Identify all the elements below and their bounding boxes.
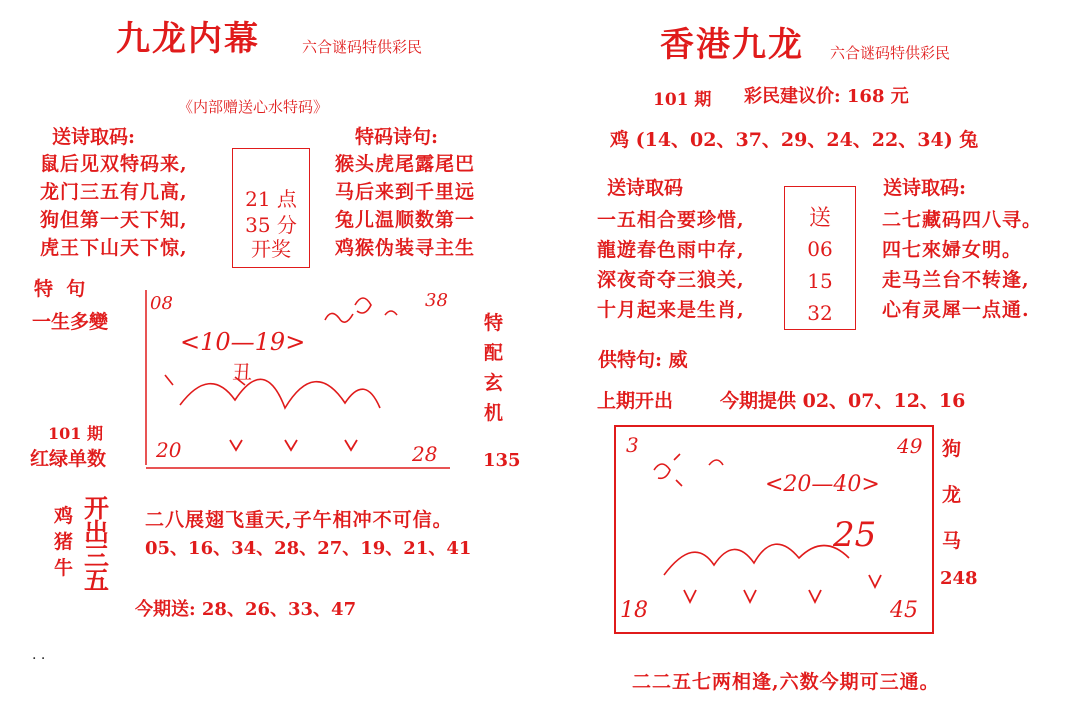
left-poem-header: 送诗取码: bbox=[52, 126, 136, 148]
poem-line: 二七藏码四八寻。 bbox=[882, 209, 1043, 231]
open-char: 开 bbox=[84, 494, 110, 523]
poem-line: 鸡猴伪装寻主生 bbox=[335, 237, 476, 259]
box-line: 送 bbox=[808, 206, 831, 231]
zodiac-char: 猪 bbox=[54, 531, 74, 553]
vertical-char: 特 bbox=[484, 312, 504, 334]
left-sketch-range: <10—19> bbox=[180, 328, 306, 356]
right-last-issue: 上期开出 bbox=[597, 390, 674, 412]
right-provide: 今期提供 02、07、12、16 bbox=[720, 390, 966, 412]
poem-line: 一五相合要珍惜, bbox=[597, 209, 745, 231]
right-price: 彩民建议价: 168 元 bbox=[744, 86, 909, 107]
left-verse: 二八展翅飞重天,子午相冲不可信。 bbox=[145, 509, 453, 531]
vertical-char: 机 bbox=[484, 402, 504, 424]
box-line: 06 bbox=[807, 237, 833, 261]
right-special-verse: 供特句: 威 bbox=[598, 349, 688, 371]
right-sketch-range: <20—40> bbox=[765, 472, 880, 497]
box-line: 21 点 bbox=[245, 187, 297, 211]
left-today: 今期送: 28、26、33、47 bbox=[135, 599, 357, 620]
right-picks: 鸡 (14、02、37、29、24、22、34) 兔 bbox=[610, 129, 979, 151]
left-title: 九龙内幕 bbox=[116, 19, 260, 59]
open-char: 出 bbox=[84, 518, 110, 547]
right-sketch-bottom-right: 45 bbox=[890, 598, 918, 623]
poem-line: 马后来到千里远 bbox=[335, 181, 476, 203]
right-poem-header-left: 送诗取码 bbox=[607, 177, 684, 199]
open-char: 五 bbox=[84, 566, 110, 595]
left-poem bbox=[40, 155, 188, 267]
poem-line: 兔儿温顺数第一 bbox=[335, 209, 476, 231]
right-center-box bbox=[784, 186, 856, 330]
left-sketch-bottom-right: 28 bbox=[412, 442, 438, 466]
left-side-number: 135 bbox=[483, 450, 521, 471]
left-vertical-label bbox=[484, 314, 503, 434]
left-subtitle: 六合谜码特供彩民 bbox=[302, 38, 423, 56]
left-teju-text: 一生多變 bbox=[32, 311, 109, 333]
left-zodiac bbox=[54, 507, 73, 585]
left-gift-line: 《内部赠送心水特码》 bbox=[178, 98, 329, 116]
right-issue: 101 期 bbox=[653, 90, 712, 110]
footnote-dots: . . bbox=[32, 647, 46, 663]
right-sketch-top-right: 49 bbox=[897, 434, 923, 458]
right-side-number: 248 bbox=[940, 568, 978, 589]
poem-line: 走马兰台不转逢, bbox=[882, 269, 1030, 291]
zodiac-char: 鸡 bbox=[54, 505, 74, 527]
side-char: 马 bbox=[942, 530, 962, 552]
open-char: 三 bbox=[84, 542, 110, 571]
left-red-green: 红绿单数 bbox=[30, 448, 107, 470]
left-issue: 101 期 bbox=[48, 424, 103, 443]
box-line: 15 bbox=[807, 269, 833, 293]
poem-line: 深夜奇夺三狼关, bbox=[597, 269, 745, 291]
left-teju-label: 特 句 bbox=[34, 278, 86, 300]
poem-line: 鼠后见双特码来, bbox=[40, 153, 188, 175]
left-numbers: 05、16、34、28、27、19、21、41 bbox=[145, 538, 472, 559]
right-sketch-middle: 25 bbox=[833, 515, 877, 555]
left-sketch-char: 丑 bbox=[232, 360, 252, 384]
box-line: 35 分 bbox=[245, 213, 297, 237]
poem-line: 心有灵犀一点通. bbox=[882, 299, 1030, 321]
left-sketch-top-right: 38 bbox=[425, 290, 448, 311]
right-poem-right bbox=[882, 211, 1042, 331]
side-char: 狗 bbox=[942, 438, 962, 460]
right-bottom-line: 二二五七两相逢,六数今期可三通。 bbox=[632, 671, 940, 693]
right-subtitle: 六合谜码特供彩民 bbox=[830, 44, 951, 62]
left-open-label bbox=[84, 494, 110, 595]
left-sketch-bottom-left: 20 bbox=[156, 438, 182, 462]
right-title: 香港九龙 bbox=[660, 25, 804, 65]
right-poem-header-right: 送诗取码: bbox=[883, 177, 967, 199]
side-char: 龙 bbox=[942, 484, 962, 506]
vertical-char: 配 bbox=[484, 342, 504, 364]
left-sketch-top-left: 08 bbox=[150, 293, 173, 314]
left-special-poem bbox=[335, 155, 475, 267]
poem-line: 四七來婦女明。 bbox=[882, 239, 1023, 261]
poem-line: 十月起来是生肖, bbox=[597, 299, 745, 321]
poem-line: 龍遊春色雨中存, bbox=[597, 239, 745, 261]
right-poem-left bbox=[597, 211, 745, 331]
zodiac-char: 牛 bbox=[54, 557, 74, 579]
poem-line: 龙门三五有几高, bbox=[40, 181, 188, 203]
right-sketch-bottom-left: 18 bbox=[620, 598, 648, 623]
left-center-box bbox=[232, 148, 310, 268]
right-sketch bbox=[614, 425, 930, 630]
box-line: 32 bbox=[807, 301, 833, 325]
left-special-header: 特码诗句: bbox=[355, 126, 439, 148]
right-side-label bbox=[942, 440, 961, 578]
poem-line: 狗但第一天下知, bbox=[40, 209, 188, 231]
poem-line: 猴头虎尾露尾巴 bbox=[335, 153, 476, 175]
poem-line: 虎王下山天下惊, bbox=[40, 237, 188, 259]
vertical-char: 玄 bbox=[484, 372, 504, 394]
right-sketch-top-left: 3 bbox=[626, 433, 639, 457]
box-line: 开奖 bbox=[251, 237, 291, 261]
